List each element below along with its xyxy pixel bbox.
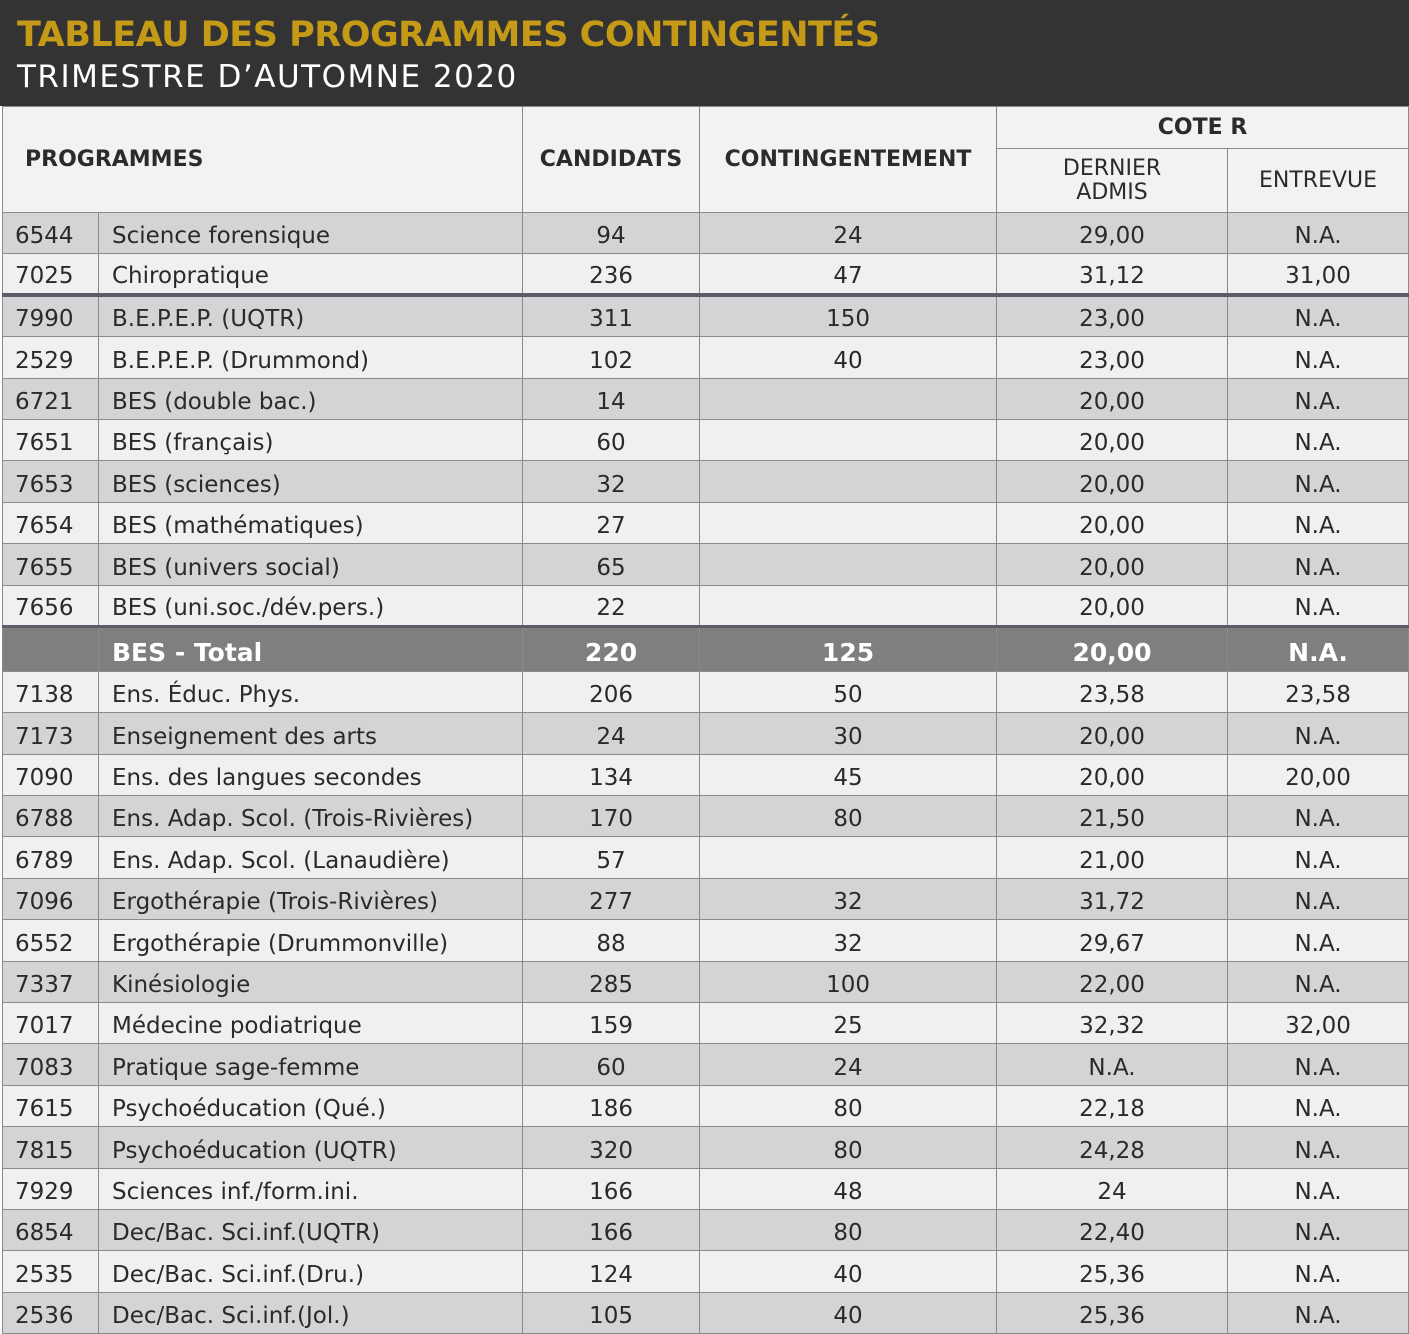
entrevue-value: 31,00	[1228, 254, 1409, 295]
program-name: BES - Total	[99, 626, 523, 671]
program-name: Dec/Bac. Sci.inf.(Jol.)	[99, 1292, 523, 1333]
program-code: 6721	[3, 378, 99, 419]
program-code: 7090	[3, 754, 99, 795]
program-name: Dec/Bac. Sci.inf.(UQTR)	[99, 1209, 523, 1250]
table-row	[3, 585, 1409, 626]
dernier-admis-value: 23,00	[997, 295, 1228, 336]
dernier-admis-value: 20,00	[997, 419, 1228, 460]
table-row	[3, 461, 1409, 502]
contingentement-value: 24	[700, 1044, 997, 1085]
contingentement-value	[700, 461, 997, 502]
dernier-admis-value: 20,00	[997, 378, 1228, 419]
candidats-value: 320	[523, 1127, 700, 1168]
program-code: 7656	[3, 585, 99, 626]
dernier-admis-value: 20,00	[997, 585, 1228, 626]
table-row	[3, 837, 1409, 878]
contingentement-value: 40	[700, 1292, 997, 1333]
entrevue-value: N.A.	[1228, 1251, 1409, 1292]
table-header	[3, 107, 1409, 213]
program-code: 6854	[3, 1209, 99, 1250]
entrevue-value: 23,58	[1228, 671, 1409, 712]
dernier-admis-value: N.A.	[997, 1044, 1228, 1085]
contingentement-value: 40	[700, 1251, 997, 1292]
header-contingentement: CONTINGENTEMENT	[700, 107, 997, 213]
entrevue-value: N.A.	[1228, 1127, 1409, 1168]
candidats-value: 170	[523, 796, 700, 837]
table-row	[3, 1251, 1409, 1292]
table-row	[3, 1085, 1409, 1126]
dernier-admis-value: 21,00	[997, 837, 1228, 878]
program-code: 7083	[3, 1044, 99, 1085]
candidats-value: 166	[523, 1168, 700, 1209]
contingentement-value	[700, 585, 997, 626]
program-name: Enseignement des arts	[99, 713, 523, 754]
entrevue-value: N.A.	[1228, 713, 1409, 754]
program-code: 7173	[3, 713, 99, 754]
entrevue-value: N.A.	[1228, 419, 1409, 460]
entrevue-value: N.A.	[1228, 544, 1409, 585]
table-row	[3, 671, 1409, 712]
candidats-value: 102	[523, 337, 700, 378]
page-title: TABLEAU DES PROGRAMMES CONTINGENTÉS	[17, 15, 880, 55]
program-name: Psychoéducation (UQTR)	[99, 1127, 523, 1168]
dernier-admis-value: 20,00	[997, 713, 1228, 754]
program-code: 7138	[3, 671, 99, 712]
header-programmes: PROGRAMMES	[3, 107, 523, 213]
dernier-admis-value: 21,50	[997, 796, 1228, 837]
dernier-admis-value: 31,12	[997, 254, 1228, 295]
candidats-value: 65	[523, 544, 700, 585]
table-row	[3, 1044, 1409, 1085]
program-code: 7653	[3, 461, 99, 502]
entrevue-value: N.A.	[1228, 961, 1409, 1002]
entrevue-value: N.A.	[1228, 295, 1409, 336]
program-code: 7929	[3, 1168, 99, 1209]
program-code: 7096	[3, 878, 99, 919]
program-code: 7025	[3, 254, 99, 295]
program-code: 7655	[3, 544, 99, 585]
entrevue-value: N.A.	[1228, 1292, 1409, 1333]
candidats-value: 105	[523, 1292, 700, 1333]
table-row	[3, 1127, 1409, 1168]
candidats-value: 159	[523, 1003, 700, 1044]
program-name: Dec/Bac. Sci.inf.(Dru.)	[99, 1251, 523, 1292]
entrevue-value: N.A.	[1228, 837, 1409, 878]
program-name: Médecine podiatrique	[99, 1003, 523, 1044]
program-code	[3, 626, 99, 671]
candidats-value: 22	[523, 585, 700, 626]
program-name: Kinésiologie	[99, 961, 523, 1002]
entrevue-value: 20,00	[1228, 754, 1409, 795]
program-code: 6544	[3, 213, 99, 254]
dernier-admis-value: 32,32	[997, 1003, 1228, 1044]
candidats-value: 206	[523, 671, 700, 712]
table-row	[3, 1168, 1409, 1209]
dernier-admis-value: 24	[997, 1168, 1228, 1209]
candidats-value: 186	[523, 1085, 700, 1126]
dernier-admis-value: 22,18	[997, 1085, 1228, 1126]
contingentement-value: 50	[700, 671, 997, 712]
program-code: 7651	[3, 419, 99, 460]
table-row	[3, 337, 1409, 378]
table-body	[3, 213, 1409, 1334]
program-code: 7654	[3, 502, 99, 543]
entrevue-value: N.A.	[1228, 337, 1409, 378]
entrevue-value: N.A.	[1228, 378, 1409, 419]
program-name: Chiropratique	[99, 254, 523, 295]
header-cote-r: COTE R	[997, 107, 1409, 149]
contingentement-value: 45	[700, 754, 997, 795]
contingentement-value: 80	[700, 1209, 997, 1250]
header-dernier-admis: DERNIER ADMIS	[997, 149, 1228, 213]
entrevue-value: N.A.	[1228, 585, 1409, 626]
program-name: BES (univers social)	[99, 544, 523, 585]
contingentement-value: 80	[700, 1085, 997, 1126]
program-name: Pratique sage-femme	[99, 1044, 523, 1085]
program-name: Sciences inf./form.ini.	[99, 1168, 523, 1209]
program-code: 6789	[3, 837, 99, 878]
program-name: Ens. Éduc. Phys.	[99, 671, 523, 712]
entrevue-value: N.A.	[1228, 461, 1409, 502]
program-name: BES (sciences)	[99, 461, 523, 502]
contingentement-value	[700, 837, 997, 878]
program-name: BES (mathématiques)	[99, 502, 523, 543]
table-row	[3, 502, 1409, 543]
table-row	[3, 796, 1409, 837]
contingentement-value	[700, 378, 997, 419]
entrevue-value: N.A.	[1228, 213, 1409, 254]
candidats-value: 60	[523, 1044, 700, 1085]
contingentement-value	[700, 502, 997, 543]
candidats-value: 285	[523, 961, 700, 1002]
program-code: 7990	[3, 295, 99, 336]
page-subtitle: TRIMESTRE D’AUTOMNE 2020	[17, 59, 518, 95]
candidats-value: 134	[523, 754, 700, 795]
dernier-admis-value: 25,36	[997, 1251, 1228, 1292]
contingentement-value	[700, 544, 997, 585]
program-code: 7615	[3, 1085, 99, 1126]
dernier-admis-value: 25,36	[997, 1292, 1228, 1333]
contingentement-value: 40	[700, 337, 997, 378]
table-row	[3, 713, 1409, 754]
table-row	[3, 1003, 1409, 1044]
program-name: Ens. des langues secondes	[99, 754, 523, 795]
candidats-value: 60	[523, 419, 700, 460]
table-row	[3, 1292, 1409, 1333]
dernier-admis-value: 23,00	[997, 337, 1228, 378]
table-row	[3, 1209, 1409, 1250]
table-row	[3, 213, 1409, 254]
candidats-value: 14	[523, 378, 700, 419]
dernier-admis-value: 20,00	[997, 626, 1228, 671]
program-code: 2529	[3, 337, 99, 378]
contingentement-value: 24	[700, 213, 997, 254]
title-banner	[0, 0, 1409, 106]
entrevue-value: N.A.	[1228, 1044, 1409, 1085]
contingentement-value: 100	[700, 961, 997, 1002]
program-code: 7815	[3, 1127, 99, 1168]
program-code: 7017	[3, 1003, 99, 1044]
dernier-admis-value: 24,28	[997, 1127, 1228, 1168]
contingentement-value: 48	[700, 1168, 997, 1209]
dernier-admis-value: 31,72	[997, 878, 1228, 919]
table-row	[3, 378, 1409, 419]
entrevue-value: N.A.	[1228, 920, 1409, 961]
candidats-value: 94	[523, 213, 700, 254]
contingentement-value: 30	[700, 713, 997, 754]
entrevue-value: N.A.	[1228, 626, 1409, 671]
dernier-admis-value: 22,00	[997, 961, 1228, 1002]
program-name: Ergothérapie (Trois-Rivières)	[99, 878, 523, 919]
program-name: BES (français)	[99, 419, 523, 460]
candidats-value: 57	[523, 837, 700, 878]
program-name: Ens. Adap. Scol. (Trois-Rivières)	[99, 796, 523, 837]
contingentement-value	[700, 419, 997, 460]
candidats-value: 311	[523, 295, 700, 336]
program-name: Science forensique	[99, 213, 523, 254]
program-name: B.E.P.E.P. (UQTR)	[99, 295, 523, 336]
contingentement-value: 32	[700, 878, 997, 919]
table-row	[3, 419, 1409, 460]
candidats-value: 277	[523, 878, 700, 919]
contingentement-value: 150	[700, 295, 997, 336]
program-name: BES (uni.soc./dév.pers.)	[99, 585, 523, 626]
header-candidats: CANDIDATS	[523, 107, 700, 213]
program-code: 6552	[3, 920, 99, 961]
contingentement-value: 25	[700, 1003, 997, 1044]
program-code: 7337	[3, 961, 99, 1002]
contingentement-value: 47	[700, 254, 997, 295]
candidats-value: 24	[523, 713, 700, 754]
dernier-admis-value: 20,00	[997, 502, 1228, 543]
table-row	[3, 295, 1409, 336]
table-row	[3, 544, 1409, 585]
entrevue-value: N.A.	[1228, 1085, 1409, 1126]
table-row	[3, 920, 1409, 961]
contingentement-value: 80	[700, 796, 997, 837]
candidats-value: 124	[523, 1251, 700, 1292]
candidats-value: 88	[523, 920, 700, 961]
dernier-admis-value: 20,00	[997, 461, 1228, 502]
candidats-value: 220	[523, 626, 700, 671]
contingentement-value: 125	[700, 626, 997, 671]
candidats-value: 166	[523, 1209, 700, 1250]
table-row	[3, 754, 1409, 795]
entrevue-value: N.A.	[1228, 796, 1409, 837]
program-code: 2535	[3, 1251, 99, 1292]
program-name: Psychoéducation (Qué.)	[99, 1085, 523, 1126]
entrevue-value: N.A.	[1228, 502, 1409, 543]
candidats-value: 236	[523, 254, 700, 295]
table-row	[3, 961, 1409, 1002]
table-row	[3, 878, 1409, 919]
entrevue-value: N.A.	[1228, 1168, 1409, 1209]
dernier-admis-value: 20,00	[997, 754, 1228, 795]
dernier-admis-value: 29,00	[997, 213, 1228, 254]
entrevue-value: N.A.	[1228, 1209, 1409, 1250]
contingentement-value: 32	[700, 920, 997, 961]
program-code: 2536	[3, 1292, 99, 1333]
candidats-value: 27	[523, 502, 700, 543]
program-name: Ergothérapie (Drummonville)	[99, 920, 523, 961]
header-entrevue: ENTREVUE	[1228, 149, 1409, 213]
program-name: Ens. Adap. Scol. (Lanaudière)	[99, 837, 523, 878]
entrevue-value: N.A.	[1228, 878, 1409, 919]
table-row	[3, 254, 1409, 295]
dernier-admis-value: 22,40	[997, 1209, 1228, 1250]
programs-table	[2, 106, 1409, 1334]
candidats-value: 32	[523, 461, 700, 502]
total-row	[3, 626, 1409, 671]
dernier-admis-value: 29,67	[997, 920, 1228, 961]
entrevue-value: 32,00	[1228, 1003, 1409, 1044]
program-name: B.E.P.E.P. (Drummond)	[99, 337, 523, 378]
contingentement-value: 80	[700, 1127, 997, 1168]
program-code: 6788	[3, 796, 99, 837]
program-name: BES (double bac.)	[99, 378, 523, 419]
dernier-admis-value: 23,58	[997, 671, 1228, 712]
dernier-admis-value: 20,00	[997, 544, 1228, 585]
